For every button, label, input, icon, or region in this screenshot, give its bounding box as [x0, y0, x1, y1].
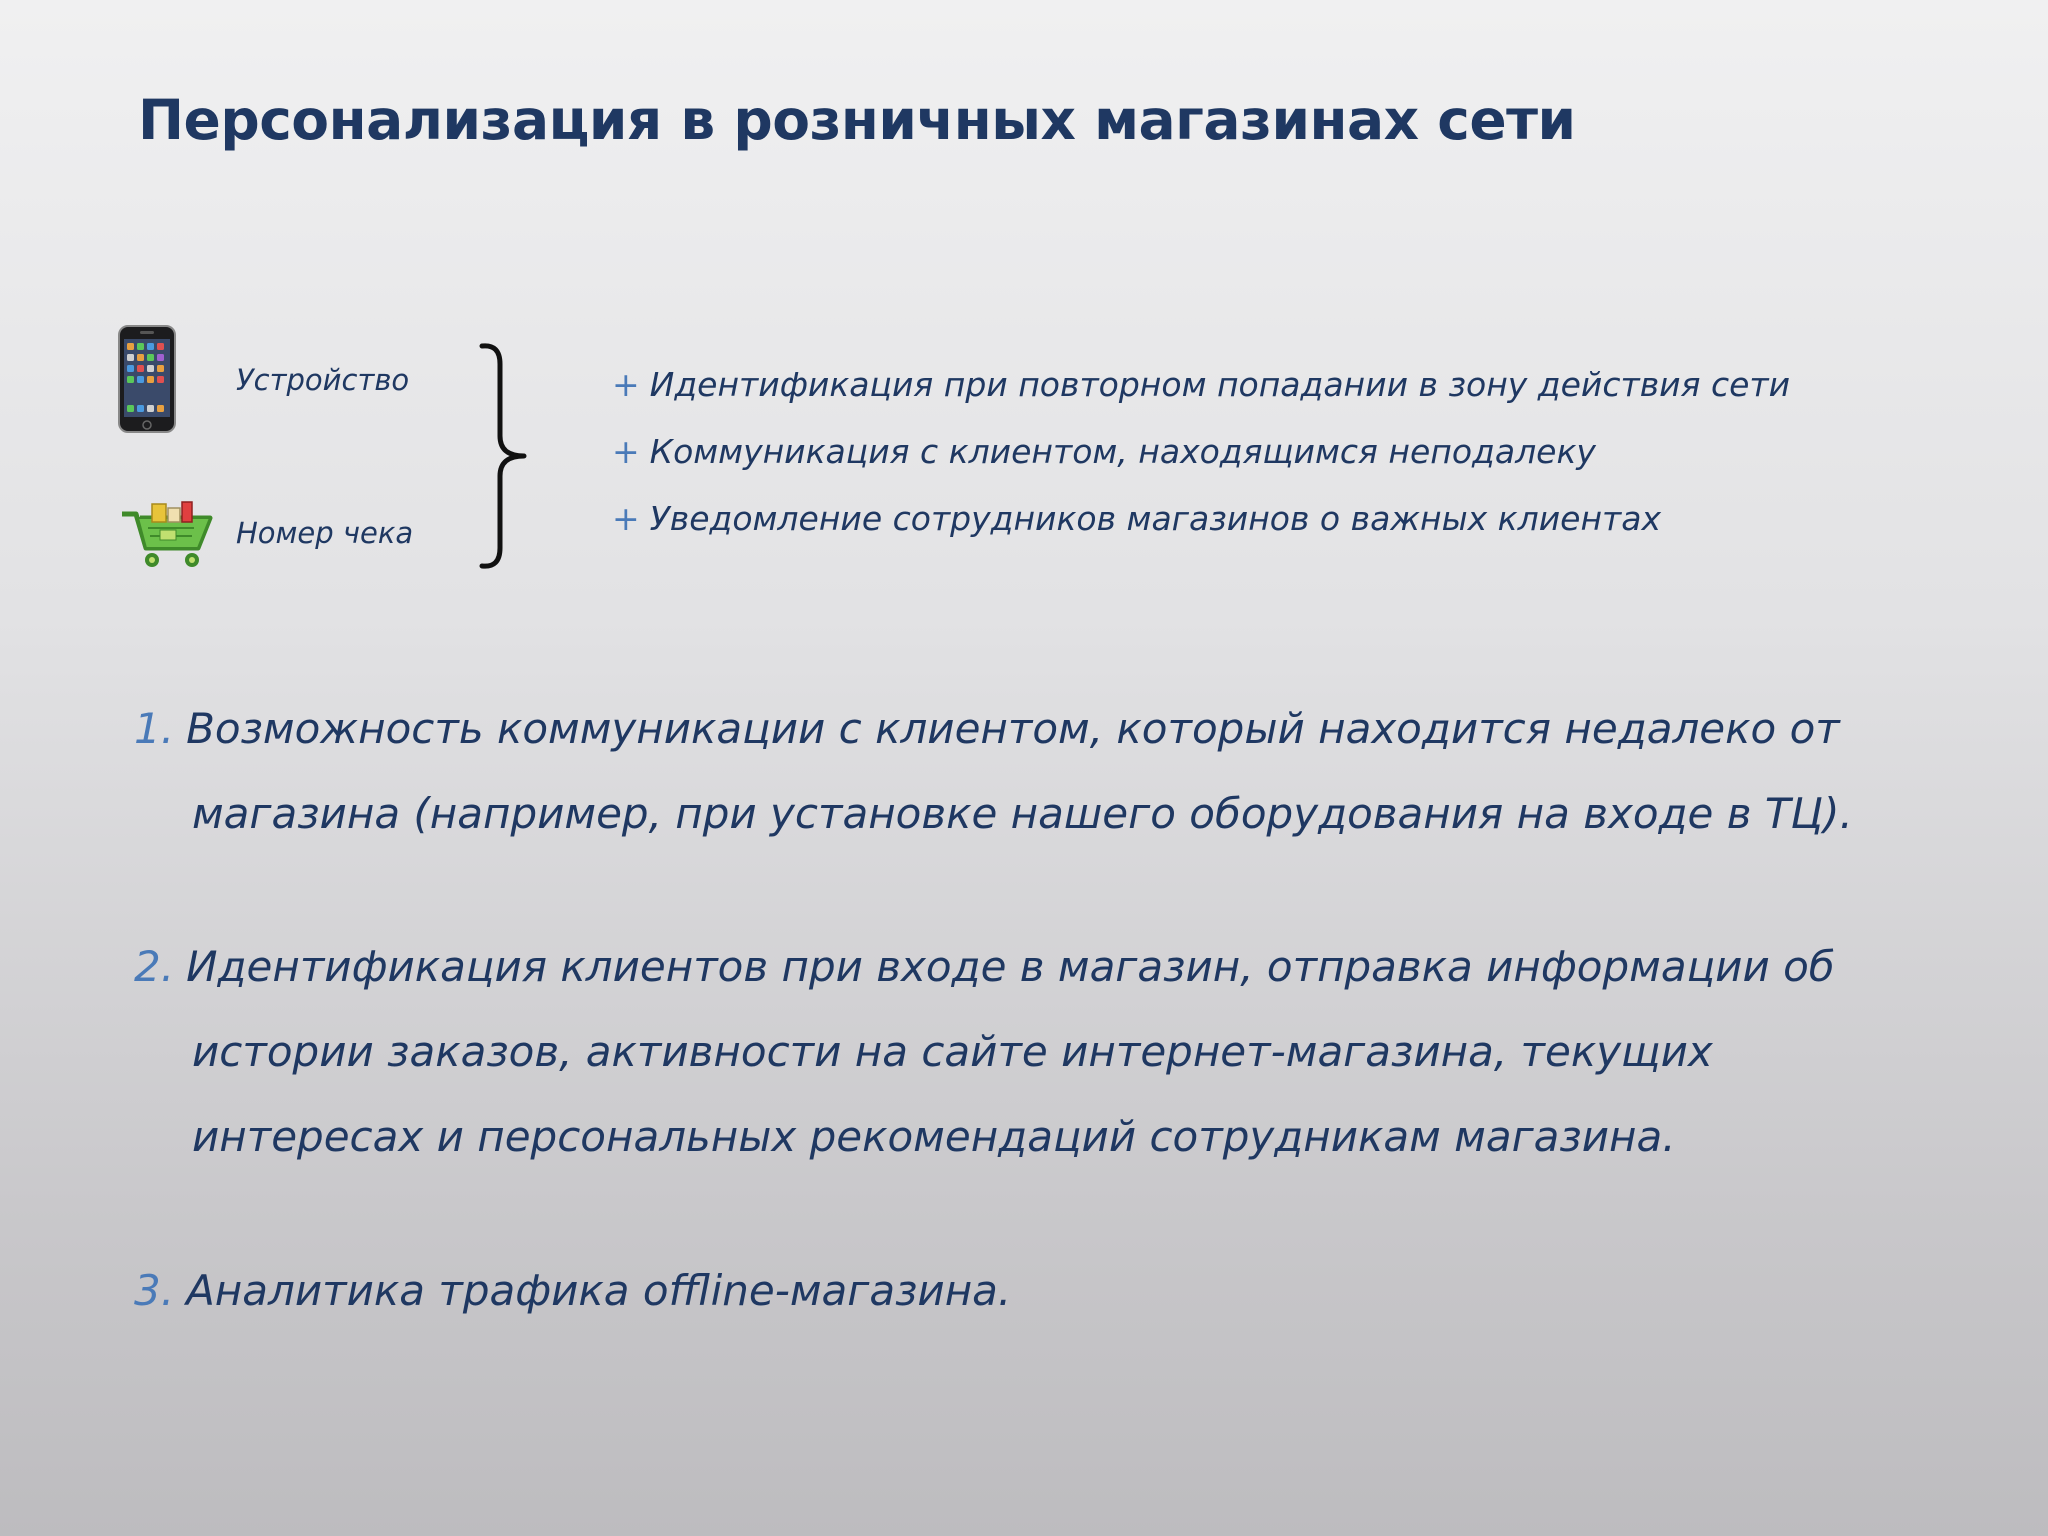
plus-marker: +	[612, 432, 640, 471]
benefit-text: Коммуникация с клиентом, находящимся неподалеку	[649, 432, 1596, 471]
plus-marker: +	[612, 365, 640, 404]
source-device	[118, 325, 438, 445]
item-line	[134, 1248, 1934, 1333]
item-text: Идентификация клиентов при входе в магазин, отправка информации об	[186, 942, 1835, 991]
plus-marker: +	[612, 499, 640, 538]
item-number: 2.	[134, 942, 175, 991]
slide-title: Персонализация в розничных магазинах сети	[138, 88, 1576, 152]
source-device-label: Устройство	[236, 363, 410, 397]
item-number: 3.	[134, 1266, 175, 1315]
benefit-item	[612, 360, 1790, 427]
item-line	[134, 686, 1934, 771]
source-receipt-label: Номер чека	[236, 516, 414, 550]
benefit-item	[612, 494, 1790, 561]
benefit-text: Идентификация при повторном попадании в зону действия сети	[649, 365, 1791, 404]
item-text: Возможность коммуникации с клиентом, который находится недалеко от	[186, 704, 1840, 753]
smartphone-icon	[118, 325, 178, 439]
benefit-text: Уведомление сотрудников магазинов о важных клиентах	[649, 499, 1661, 538]
benefits-list	[612, 360, 1790, 561]
benefit-item	[612, 427, 1790, 494]
numbered-item-3	[134, 1248, 1934, 1333]
item-number: 1.	[134, 704, 175, 753]
source-receipt	[118, 500, 438, 620]
shopping-cart-icon	[118, 500, 214, 576]
item-line: истории заказов, активности на сайте интернет-магазина, текущих	[192, 1027, 1713, 1076]
numbered-item-1	[134, 686, 1934, 856]
numbered-item-2	[134, 924, 1934, 1179]
curly-brace-icon	[470, 340, 540, 572]
item-line: магазина (например, при установке нашего оборудования на входе в ТЦ).	[192, 789, 1853, 838]
item-line: интересах и персональных рекомендаций сотрудникам магазина.	[192, 1112, 1676, 1161]
item-line	[134, 924, 1934, 1009]
item-text: Аналитика трафика offline-магазина.	[186, 1266, 1012, 1315]
